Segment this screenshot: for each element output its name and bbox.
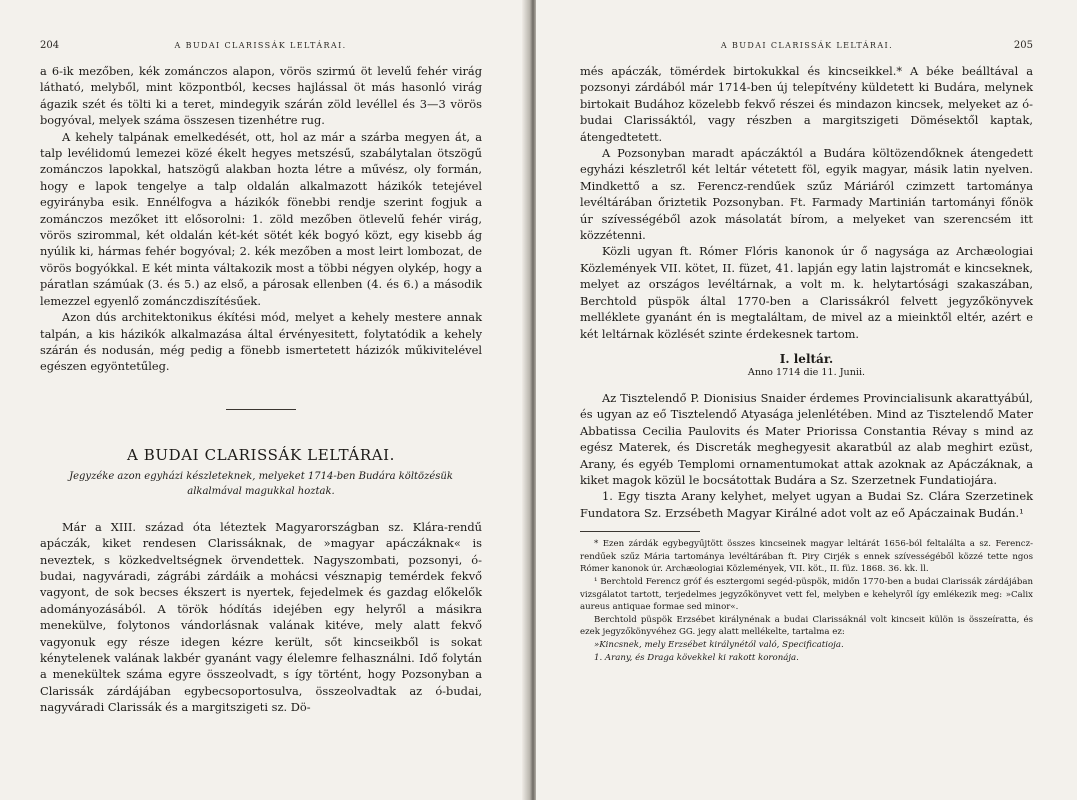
footnote-4: »Kincsnek, mely Erzsébet királynétól való, Specificatioja. [594, 639, 844, 650]
running-head-right [580, 40, 1033, 51]
left-page [0, 0, 530, 800]
footnote-3: Berchtold püspök Erzsébet királynénak a budai Clarissáknál volt kincseit külön is összeíratta, és ezek jegyzőkönyvéhez GG. jegy alatt mellékelte, tartalma ez: [580, 614, 1033, 638]
leltar-paragraph-2: 1. Egy tiszta Arany kelyhet, melyet ugyan a Budai Sz. Clára Szerzetinek Fundatora Sz. Erzsébeth Magyar Királné adot volt az eő Apáczainak Budán.¹ [580, 489, 1033, 520]
leltar-paragraph-1: Az Tisztelendő P. Dionisius Snaider érdemes Provincialisunk akarattyábúl, és ugyan az eő Tisztelendő Atyasága jelenlétében. Mind az Tisztelendő Mater Abbatissa Cecilia Paulovits és Mater Priorissa Constantia Révay s mind az egész Materek, és Discreták meghegyesit akaratbúl az alab meghirt ezüst, Arany, és egyéb Templomi ornamentumokat attak azoknak az Apáczáknak, a kiket magok közül le bocsátottak Budára a Sz. Szerzetnek Fundatiojára. [580, 390, 1033, 487]
right-page [536, 0, 1077, 800]
left-paragraph-2: A kehely talpának emelkedését, ott, hol az már a szárba megyen át, a talp levélidomú lemezei közé ékelt hegyes metszésű, szabálytalan ötszögű zománczos lapokkal, hatszögű alakban hozta létre a művész, oly formán, hogy e lapok tengelye a talp oldalán alkalmazott házikók tetejével egyirányba esik. Ennélfogva a házikók fönebbi rendje szerint fogjuk a zománczos mezőket itt elősorolni: 1. zöld mezőben ötlevelű fehér virág, vörös szirommal, két oldalán két-két sötét kék bogyó közt, egy kisebb ág nyúlik ki, hármas fehér bogyóval; 2. kék mezőben a most leirt lombozat, de vörös bogyókkal. E két minta váltakozik most a többi négyen olykép, hogy a páratlan számúak (3. és 5.) az első, a párosak ellenben (4. és 6.) a második lemezzel egyenlő zománczdiszítésűek. [40, 129, 482, 308]
right-paragraph-2: A Pozsonyban maradt apáczáktól a Budára költözendőknek átengedett egyházi készletről két leltár vétetett föl, egyik magyar, másik latin nyelven. Mindkettő a sz. Ferencz-rendűek szűz Máriáról czimzett tartománya levéltárában őriztetik Pozsonyban. Ft. Farmady Martinián tartományi főnök úr szívességéből azok másolatát bírom, a melyeket van szerencsém itt közzétenni. [580, 146, 1033, 243]
leltar-heading: I. leltár. [779, 351, 834, 366]
running-head-left [40, 40, 482, 51]
section-paragraph: Már a XIII. század óta léteztek Magyarországban sz. Klára-rendű apáczák, kiket rendesen Clarissáknak, de »magyar apáczáknak« is neveztek, s közkedveltségnek örvendettek. Nagyszombati, pozsonyi, ó-budai, nagyváradi, zágrábi zárdáik a mohácsi vésznapig temérdek fekvő vagyont, de sok becses ékszert is nyertek, fejedelmek és gazdag előkelők adományozásából. A török hódítás idejében egy helyről a másikra menekülve, folytonos vándorlásnak valának kitéve, mely alatt fekvő vagyonuk egy része idegen kézre került, sőt kincseikből is sokat kénytelenek valának lakbér gyanánt vagy élelemre felhasználni. Idő folytán a menekültek száma egyre összeolvadt, s így történt, hogy Pozsonyban a Clarissák zárdájában egybecsoportosulva, összeolvadtak az ó-budai, nagyváradi Clarissák és a margitszigeti sz. Dö- [40, 519, 482, 715]
section-subtitle: Jegyzéke azon egyházi készleteknek, melyeket 1714-ben Budára költözésük alkalmával magukkal hoztak. [69, 470, 453, 497]
left-paragraph-1: a 6-ik mezőben, kék zománczos alapon, vörös szirmú öt levelű fehér virág látható, melyből, mint központból, kecses hajlással öt más hasonló virág ágazik szét és tölti ki a teret, mindegyik szárán zöld levéllel és 3—3 vörös bogyóval, melyek száma összesen tizenhétre rug. [40, 64, 482, 128]
footnote-2: ¹ Berchtold Ferencz gróf és esztergomi segéd-püspök, midőn 1770-ben a budai Clarissák zárdájában vizsgálatot tartott, terjedelmes jegyzőkönyvet vett fel, melyben e kehelyről így emlékezik meg: »Calix aureus antiquae formae sed minor«. [580, 576, 1033, 613]
running-head-title-right: A BUDAI CLARISSÁK LELTÁRAI. [720, 41, 894, 50]
footnote-1: * Ezen zárdák egybegyűjtött összes kincseinek magyar leltárát 1656-ból feltalálta a sz. Ferencz-rendűek szűz Mária tartománya levéltárában ft. Piry Cirjék s ennek szívességéből közzé tette ngos Rómer kanonok úr. Archæologiai Közlemények, VII. köt., II. füz. 1868. 36. kk. ll. [580, 539, 1033, 575]
left-paragraph-3: Azon dús architektonikus ékítési mód, melyet a kehely mestere annak talpán, a kis házikók alkalmazása által érvényesitett, folytatódik a kehely szárán és nodusán, még pedig a fönebb ismertetett házizók műkivitelével egészen egyöntetűleg. [40, 310, 482, 374]
footnote-rule [580, 531, 700, 532]
right-paragraph-3: Közli ugyan ft. Rómer Flóris kanonok úr ő nagysága az Archæologiai Közlemények VII. kötet, II. füzet, 41. lapján egy latin lajstromát e kincseknek, melyet az országos levéltárnak, a volt m. k. helytartósági szakaszában, Berchtold püspök által 1770-ben a Clarissákról felvett jegyzőkönyvek melléklete gyanánt én is megtaláltam, de mivel az a mieinktől eltér, azért e két leltárnak közlését szinte érdekesnek tartom. [580, 244, 1033, 341]
section-divider [226, 409, 296, 410]
page-number-left: 204 [40, 40, 60, 51]
right-paragraph-1: més apáczák, tömérdek birtokukkal és kincseikkel.* A béke beálltával a pozsonyi zárdából már 1714-ben új telepítvény küldetett ki Budára, melynek birtokait Budához közelebb fekvő részei és mindazon kincsek, melyeket az ó-budai Clarissáktól, vagy részben a margitszigeti Dömésektől kaptak, átengedtetett. [580, 64, 1033, 144]
running-head-title-left: A BUDAI CLARISSÁK LELTÁRAI. [174, 41, 347, 50]
leltar-date: Anno 1714 die 11. Junii. [747, 366, 866, 378]
page-number-right: 205 [1013, 40, 1033, 51]
section-title: A BUDAI CLARISSÁK LELTÁRAI. [126, 445, 396, 464]
footnote-5: 1. Arany, és Draga kövekkel ki rakott koronája. [594, 652, 799, 663]
